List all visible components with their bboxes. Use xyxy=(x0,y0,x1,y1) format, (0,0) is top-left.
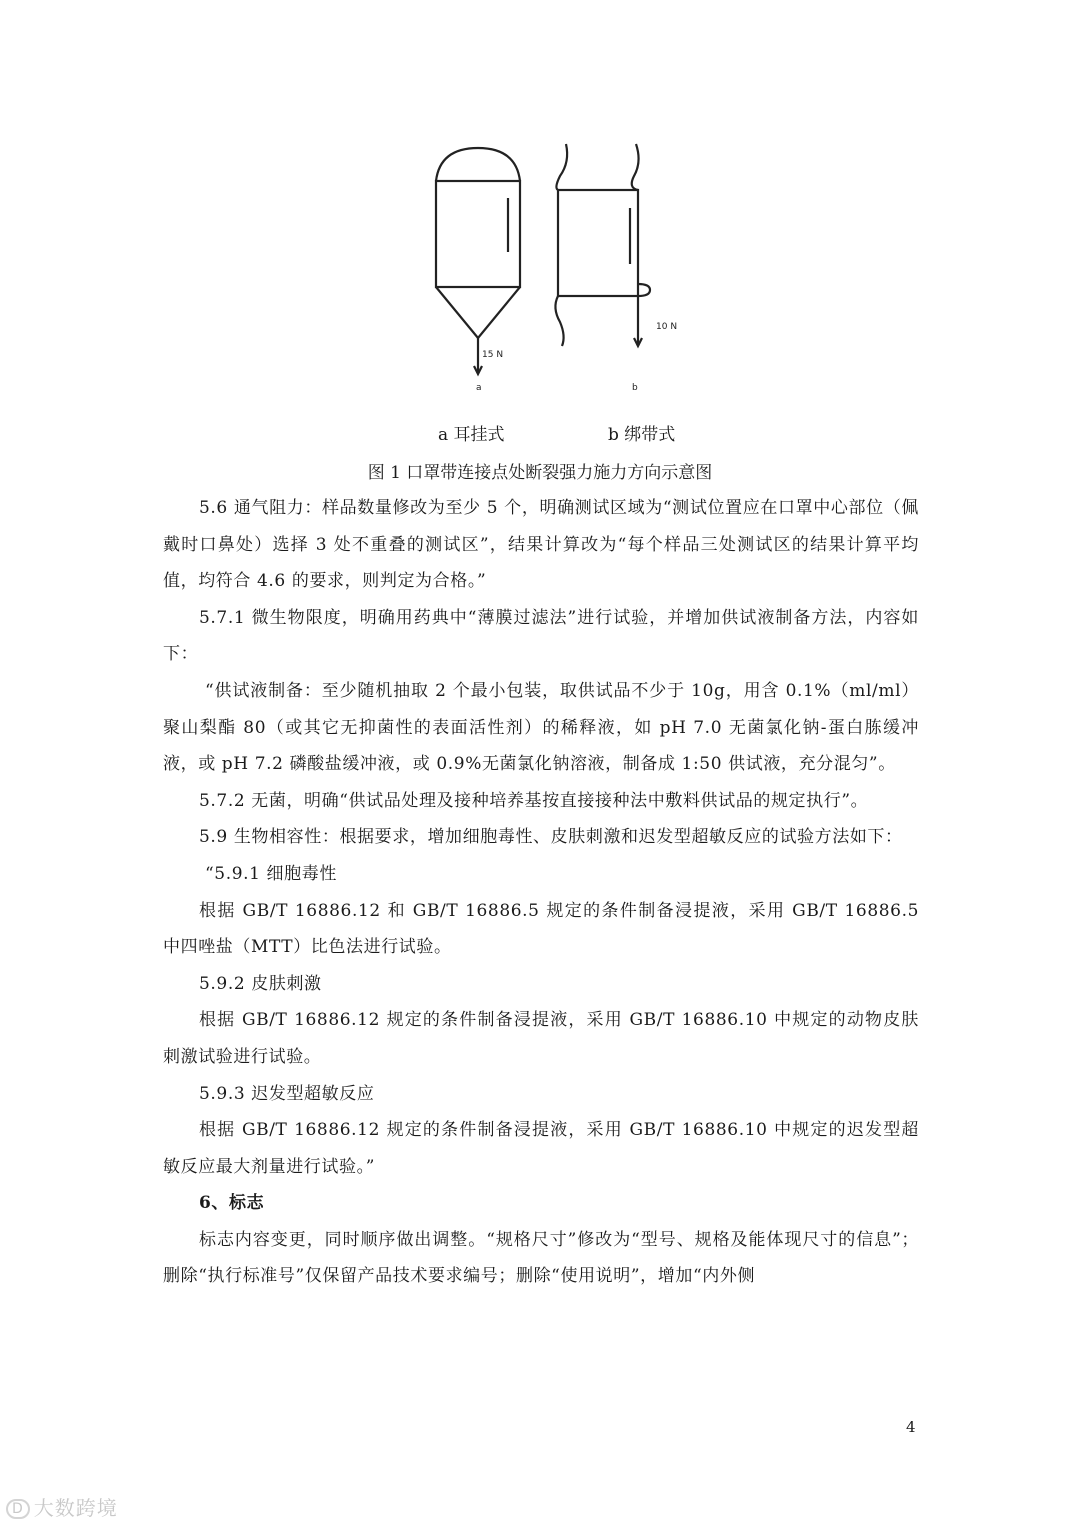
figure-title: 图 1 口罩带连接点处断裂强力施力方向示意图 xyxy=(367,463,713,483)
diagram-a-force-label: 15 N xyxy=(482,350,504,360)
paragraph-5-7-2: 5.7.2 无菌，明确“供试品处理及接种培养基按直接接种法中敷料供试品的规定执行”。 xyxy=(199,790,869,811)
paragraph-5-9-2: 根据 GB/T 16886.12 规定的条件制备浸提液，采用 GB/T 16886.10 中规定的动物皮肤刺激试验进行试验。 xyxy=(163,1010,919,1067)
heading-5-9-2: 5.9.2 皮肤刺激 xyxy=(199,973,322,994)
diagram-b-force-label: 10 N xyxy=(656,322,678,332)
watermark xyxy=(6,1492,118,1521)
section-heading-6: 6、标志 xyxy=(199,1193,265,1214)
caption-a: a 耳挂式 xyxy=(438,425,505,445)
paragraph-5-9-1: 根据 GB/T 16886.12 和 GB/T 16886.5 规定的条件制备浸提液，采用 GB/T 16886.5 中四唑盐（MTT）比色法进行试验。 xyxy=(163,900,919,958)
watermark-logo-icon: D xyxy=(6,1499,30,1519)
diagram-b-strap-knot xyxy=(638,284,650,296)
document-body xyxy=(163,490,919,1295)
mask-strap-force-diagram xyxy=(420,140,700,400)
paragraph-5-9: 5.9 生物相容性：根据要求，增加细胞毒性、皮肤刺激和迟发型超敏反应的试验方法如下： xyxy=(199,827,903,848)
page-number: 4 xyxy=(906,1418,916,1436)
heading-5-9-1: “5.9.1 细胞毒性 xyxy=(205,863,337,884)
diagram-b-left-strap-top xyxy=(556,144,567,190)
caption-b: b 绑带式 xyxy=(608,425,676,445)
diagram-b-tie-strap xyxy=(555,144,650,346)
diagram-a-label: a xyxy=(476,383,482,393)
diagram-a-bottom-cone xyxy=(436,287,520,338)
paragraph-solution-prep: “供试液制备：至少随机抽取 2 个最小包装，取供试品不少于 10g，用含 0.1%（ml/ml）聚山梨酯 80（或其它无抑菌性的表面活性剂）的稀释液，如 pH 7.0 无菌氯化钠-蛋白胨缓冲液，或 pH 7.2 磷酸盐缓冲液，或 0.9%无菌氯化钠溶液，制备成 1:50 供试液，充分混匀”。 xyxy=(163,680,919,775)
paragraph-6: 标志内容变更，同时顺序做出调整。“规格尺寸”修改为“型号、规格及能体现尺寸的信息”；删除“执行标准号”仅保留产品技术要求编号；删除“使用说明”，增加“内外侧 xyxy=(163,1229,919,1287)
heading-5-9-3: 5.9.3 迟发型超敏反应 xyxy=(199,1083,375,1104)
paragraph-5-7-1: 5.7.1 微生物限度，明确用药典中“薄膜过滤法”进行试验，并增加供试液制备方法，内容如下： xyxy=(163,607,919,665)
figure-diagram xyxy=(420,140,700,400)
diagram-a-ear-loop xyxy=(436,148,520,374)
paragraph-5-6: 5.6 通气阻力：样品数量修改为至少 5 个，明确测试区域为“测试位置应在口罩中心部位（佩戴时口鼻处）选择 3 处不重叠的测试区”，结果计算改为“每个样品三处测试区的结果计算平均值，均符合 4.6 的要求，则判定为合格。” xyxy=(163,498,919,592)
paragraph-5-9-3: 根据 GB/T 16886.12 规定的条件制备浸提液，采用 GB/T 16886.10 中规定的迟发型超敏反应最大剂量进行试验。” xyxy=(163,1120,919,1177)
diagram-a-top-dome xyxy=(436,148,520,181)
diagram-b-body xyxy=(558,190,638,296)
watermark-text: 大数跨境 xyxy=(33,1496,118,1520)
diagram-b-label: b xyxy=(632,383,638,393)
diagram-b-left-strap-bottom xyxy=(555,296,563,346)
diagram-b-right-strap-top xyxy=(632,144,639,190)
